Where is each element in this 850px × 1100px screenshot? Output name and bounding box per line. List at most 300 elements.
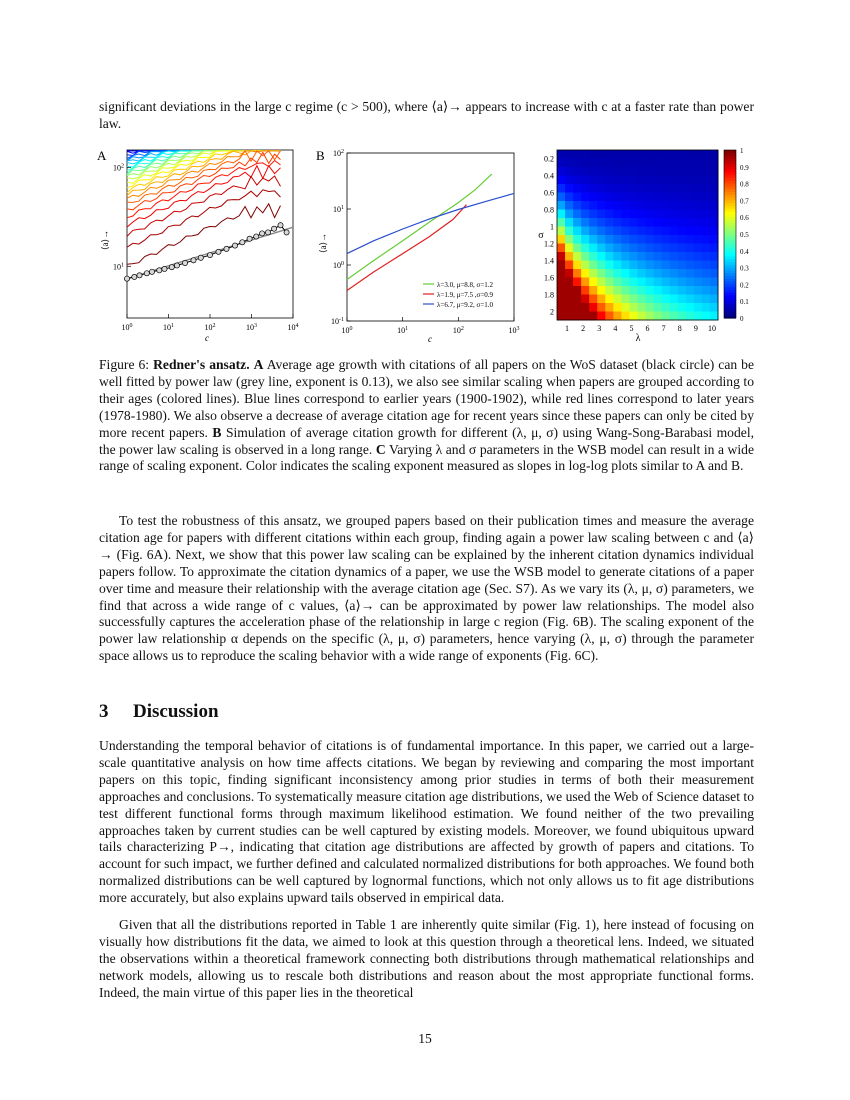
heatmap-cell	[702, 252, 711, 261]
caption-title: Redner's ansatz.	[153, 357, 250, 372]
robustness-paragraph: To test the robustness of this ansatz, we grouped papers based on their publication times and measure the average citation age for papers with different citations within each group, finding again a power law scaling between c and ⟨a⟩→ (Fig. 6A). Next, we show that this power law scaling can be explained by the inherent citation dynamics individual papers follow. To approximate the citation dynamics of a paper, we use the WSB model to generate citations of a paper over time and measure their relationship with the average citation age (Sec. S7). As we vary its (λ, μ, σ) parameters, we find that across a wide range of c values, ⟨a⟩→ can be approximated by power law relationships. The model also successfully captures the acceleration phase of the relationship in large c region (Fig. 6B). The scaling exponent of the power law relationship α depends on the specific (λ, μ, σ) parameters, hence varying (λ, μ, σ) through the parameter space allows us to reproduce the scaling behavior with a wide range of exponents (Fig. 6C).	[99, 513, 754, 664]
heatmap-cell	[605, 193, 614, 202]
heatmap-cell	[565, 235, 574, 244]
heatmap-cell	[646, 235, 655, 244]
heatmap-cell	[678, 261, 687, 270]
heatmap-cell	[581, 193, 590, 202]
panel-a	[100, 150, 299, 343]
caption-b-text: Simulation of average citation growth for different (λ, μ, σ) using Wang-Song-Barabasi model, the power law scaling is observed in a long range.	[99, 424, 754, 457]
heatmap-cell	[710, 167, 719, 176]
heatmap-cell	[605, 252, 614, 261]
heatmap-cell	[702, 159, 711, 168]
heatmap-cell	[605, 184, 614, 193]
heatmap-cell	[597, 218, 606, 227]
heatmap-cell	[589, 159, 598, 168]
heatmap-cell	[589, 278, 598, 287]
heatmap-cell	[605, 159, 614, 168]
heatmap-cell	[710, 193, 719, 202]
heatmap-cell	[646, 201, 655, 210]
heatmap-cell	[662, 184, 671, 193]
heatmap-cell	[662, 244, 671, 253]
heatmap-cell	[678, 184, 687, 193]
heatmap-cell	[662, 159, 671, 168]
heatmap-cell	[654, 235, 663, 244]
heatmap-cell	[597, 193, 606, 202]
heatmap-cell	[638, 252, 647, 261]
heatmap-cell	[702, 261, 711, 270]
heatmap-cell	[662, 201, 671, 210]
heatmap-cell	[613, 218, 622, 227]
heatmap-cell	[573, 193, 582, 202]
heatmap-cell	[638, 312, 647, 321]
heatmap-cell	[597, 312, 606, 321]
heatmap-cell	[662, 167, 671, 176]
heatmap-cell	[678, 176, 687, 185]
heatmap-cell	[670, 184, 679, 193]
heatmap-cell	[670, 252, 679, 261]
heatmap-cell	[710, 176, 719, 185]
heatmap-cell	[589, 167, 598, 176]
heatmap-cell	[573, 184, 582, 193]
panel-c-ytick-label: 0.2	[544, 154, 554, 164]
heatmap-cell	[581, 176, 590, 185]
heatmap-cell	[589, 235, 598, 244]
page-number: 15	[418, 1031, 432, 1046]
heatmap-cell	[670, 193, 679, 202]
heatmap-cell	[654, 201, 663, 210]
heatmap-cell	[605, 176, 614, 185]
heatmap-cell	[646, 150, 655, 159]
heatmap-cell	[573, 269, 582, 278]
heatmap-cell	[678, 159, 687, 168]
heatmap-cell	[694, 193, 703, 202]
heatmap-cell	[694, 312, 703, 321]
heatmap-cell	[694, 218, 703, 227]
heatmap-cell	[662, 235, 671, 244]
heatmap-cell	[573, 176, 582, 185]
panel-c-xtick-label: 7	[661, 324, 666, 333]
heatmap-cell	[605, 261, 614, 270]
panel-a-data-point	[144, 271, 149, 276]
panel-a-xtick-label: $10^4$	[287, 323, 299, 332]
heatmap-cell	[646, 278, 655, 287]
heatmap-cell	[670, 218, 679, 227]
heatmap-cell	[557, 244, 566, 253]
heatmap-cell	[597, 244, 606, 253]
panel-c-xlabel: λ	[635, 333, 641, 344]
heatmap-cell	[605, 286, 614, 295]
caption-c-text: Varying λ and σ parameters in the WSB model can result in a wide range of scaling exponent. Color indicates the scaling exponent measured as slopes in log-log plots similar to A and B.	[99, 441, 754, 474]
panel-b-xtick-label: $10^3$	[508, 326, 520, 335]
heatmap-cell	[646, 261, 655, 270]
heatmap-cell	[581, 150, 590, 159]
heatmap-cell	[605, 244, 614, 253]
heatmap-cell	[646, 176, 655, 185]
heatmap-cell	[589, 150, 598, 159]
heatmap-cell	[629, 150, 638, 159]
heatmap-cell	[629, 261, 638, 270]
heatmap-cell	[557, 150, 566, 159]
panel-a-data-point	[278, 223, 283, 228]
heatmap-cell	[597, 252, 606, 261]
heatmap-cell	[662, 227, 671, 236]
heatmap-cell	[662, 210, 671, 219]
heatmap-cell	[710, 227, 719, 236]
heatmap-cell	[621, 286, 630, 295]
heatmap-cell	[686, 235, 695, 244]
heatmap-cell	[565, 278, 574, 287]
heatmap-cell	[638, 184, 647, 193]
heatmap-cell	[686, 218, 695, 227]
heatmap-cell	[638, 159, 647, 168]
panel-a-data-point	[157, 268, 162, 273]
heatmap-cell	[605, 312, 614, 321]
heatmap-cell	[565, 167, 574, 176]
heatmap-cell	[629, 278, 638, 287]
heatmap-cell	[589, 261, 598, 270]
panel-a-xtick-label: $10^0$	[121, 323, 133, 332]
heatmap-cell	[654, 176, 663, 185]
heatmap-cell	[605, 218, 614, 227]
section-number: 3	[99, 701, 109, 722]
heatmap-cell	[654, 312, 663, 321]
heatmap-cell	[694, 176, 703, 185]
heatmap-cell	[686, 286, 695, 295]
heatmap-cell	[565, 252, 574, 261]
heatmap-cell	[654, 167, 663, 176]
heatmap-cell	[638, 278, 647, 287]
caption-b-label: B	[212, 424, 222, 440]
heatmap-cell	[621, 269, 630, 278]
panel-c-heatmap	[557, 150, 719, 321]
panel-c-xtick-label: 5	[629, 324, 634, 333]
heatmap-cell	[565, 244, 574, 253]
heatmap-cell	[589, 312, 598, 321]
heatmap-cell	[581, 252, 590, 261]
heatmap-cell	[686, 278, 695, 287]
panel-b-xtick-label: $10^1$	[397, 326, 409, 335]
heatmap-cell	[702, 278, 711, 287]
heatmap-cell	[662, 295, 671, 304]
heatmap-cell	[702, 210, 711, 219]
caption-a-label: A	[253, 357, 264, 372]
panel-c-ytick-label: 1.4	[544, 256, 554, 266]
heatmap-cell	[581, 227, 590, 236]
heatmap-cell	[629, 252, 638, 261]
heatmap-cell	[670, 210, 679, 219]
panel-a-xtick-label: $10^3$	[246, 323, 257, 332]
heatmap-cell	[565, 193, 574, 202]
heatmap-cell	[557, 176, 566, 185]
heatmap-cell	[605, 235, 614, 244]
heatmap-cell	[710, 252, 719, 261]
panel-c-ytick-label: 1.8	[544, 290, 554, 300]
heatmap-cell	[654, 244, 663, 253]
heatmap-cell	[597, 184, 606, 193]
heatmap-cell	[597, 227, 606, 236]
heatmap-cell	[629, 269, 638, 278]
heatmap-cell	[662, 193, 671, 202]
heatmap-cell	[605, 303, 614, 312]
panel-c-xtick-label: 3	[597, 324, 602, 333]
heatmap-cell	[557, 286, 566, 295]
heatmap-cell	[565, 210, 574, 219]
colorbar-tick-label: 0.1	[740, 298, 749, 307]
heatmap-cell	[581, 235, 590, 244]
colorbar-tick-label: 0.5	[740, 231, 749, 239]
colorbar	[724, 147, 749, 323]
heatmap-cell	[589, 201, 598, 210]
heatmap-cell	[581, 159, 590, 168]
panel-c-ytick-label: 1.2	[544, 239, 554, 249]
panel-c-xtick-label: 8	[677, 324, 682, 333]
heatmap-cell	[678, 278, 687, 287]
heatmap-cell	[710, 184, 719, 193]
heatmap-cell	[629, 218, 638, 227]
heatmap-cell	[646, 227, 655, 236]
heatmap-cell	[670, 312, 679, 321]
panel-a-xtick-label: $10^2$	[204, 323, 216, 332]
heatmap-cell	[597, 201, 606, 210]
heatmap-cell	[573, 303, 582, 312]
heatmap-cell	[589, 303, 598, 312]
heatmap-cell	[573, 286, 582, 295]
heatmap-cell	[662, 218, 671, 227]
heatmap-cell	[565, 295, 574, 304]
heatmap-cell	[597, 159, 606, 168]
heatmap-cell	[573, 201, 582, 210]
heatmap-cell	[702, 227, 711, 236]
heatmap-cell	[702, 269, 711, 278]
heatmap-cell	[605, 201, 614, 210]
heatmap-cell	[613, 201, 622, 210]
panel-c-ytick-label: 0.6	[544, 188, 554, 198]
heatmap-cell	[613, 227, 622, 236]
heatmap-cell	[686, 159, 695, 168]
panel-b-xtick-label: $10^2$	[452, 326, 464, 335]
heatmap-cell	[686, 210, 695, 219]
heatmap-cell	[702, 167, 711, 176]
heatmap-cell	[694, 227, 703, 236]
heatmap-cell	[638, 244, 647, 253]
heatmap-cell	[557, 184, 566, 193]
heatmap-cell	[621, 227, 630, 236]
heatmap-cell	[638, 201, 647, 210]
heatmap-cell	[654, 295, 663, 304]
caption-a-text: Average age growth with citations of all papers on the WoS dataset (black circle) can be well fitted by power law (grey line, exponent is 0.13), we also see similar scaling when papers are grouped according to their ages (colored lines). Blue lines correspond to earlier years (1900-1902), while red lines correspond to later years (1978-1980). We also observe a decrease of average citation age for recent years since these papers can only be cited by more recent papers.	[99, 357, 754, 440]
heatmap-cell	[597, 269, 606, 278]
heatmap-cell	[678, 167, 687, 176]
heatmap-cell	[702, 184, 711, 193]
heatmap-cell	[646, 312, 655, 321]
heatmap-cell	[613, 193, 622, 202]
heatmap-cell	[710, 269, 719, 278]
heatmap-cell	[702, 218, 711, 227]
panel-c-ytick-label: 2	[550, 307, 554, 317]
heatmap-cell	[710, 278, 719, 287]
panel-a-data-point	[137, 273, 142, 278]
heatmap-cell	[613, 269, 622, 278]
heatmap-cell	[565, 227, 574, 236]
heatmap-cell	[565, 159, 574, 168]
heatmap-cell	[654, 159, 663, 168]
heatmap-cell	[581, 210, 590, 219]
heatmap-cell	[629, 201, 638, 210]
heatmap-cell	[638, 261, 647, 270]
heatmap-cell	[678, 286, 687, 295]
heatmap-cell	[686, 252, 695, 261]
heatmap-cell	[573, 295, 582, 304]
panel-a-data-point	[198, 255, 203, 260]
heatmap-cell	[654, 150, 663, 159]
figure-6	[0, 0, 850, 350]
heatmap-cell	[678, 150, 687, 159]
heatmap-cell	[613, 252, 622, 261]
heatmap-cell	[694, 303, 703, 312]
heatmap-cell	[613, 303, 622, 312]
panel-c-xtick-label: 1	[565, 324, 570, 333]
heatmap-cell	[702, 244, 711, 253]
heatmap-cell	[621, 252, 630, 261]
heatmap-cell	[565, 312, 574, 321]
panel-c-xtick-label: 6	[645, 324, 650, 333]
panel-a-data-point	[149, 269, 154, 274]
panel-b-xlabel: c	[428, 334, 432, 344]
heatmap-cell	[686, 150, 695, 159]
section-heading	[99, 701, 219, 723]
heatmap-cell	[686, 201, 695, 210]
heatmap-cell	[694, 278, 703, 287]
heatmap-cell	[621, 261, 630, 270]
heatmap-cell	[694, 235, 703, 244]
heatmap-cell	[597, 150, 606, 159]
colorbar-tick-label: 0.4	[740, 247, 749, 256]
heatmap-cell	[670, 150, 679, 159]
heatmap-cell	[710, 261, 719, 270]
heatmap-cell	[710, 244, 719, 253]
heatmap-cell	[654, 269, 663, 278]
heatmap-cell	[638, 235, 647, 244]
heatmap-cell	[581, 278, 590, 287]
heatmap-cell	[670, 269, 679, 278]
heatmap-cell	[605, 167, 614, 176]
heatmap-cell	[702, 295, 711, 304]
heatmap-cell	[638, 286, 647, 295]
heatmap-cell	[686, 167, 695, 176]
heatmap-cell	[638, 269, 647, 278]
heatmap-cell	[678, 235, 687, 244]
heatmap-cell	[565, 184, 574, 193]
heatmap-cell	[589, 227, 598, 236]
panel-a-data-point	[207, 252, 212, 257]
colorbar-tick-label: 0.8	[740, 180, 749, 189]
heatmap-cell	[670, 201, 679, 210]
heatmap-cell	[638, 227, 647, 236]
heatmap-cell	[557, 235, 566, 244]
heatmap-cell	[654, 261, 663, 270]
heatmap-cell	[646, 269, 655, 278]
panel-c-ytick-label: 1	[550, 222, 554, 232]
heatmap-cell	[694, 184, 703, 193]
caption-label: Figure 6:	[99, 357, 150, 372]
colorbar-tick-label: 0	[740, 315, 744, 323]
heatmap-cell	[581, 201, 590, 210]
heatmap-cell	[597, 176, 606, 185]
heatmap-cell	[565, 303, 574, 312]
heatmap-cell	[638, 218, 647, 227]
heatmap-cell	[638, 303, 647, 312]
heatmap-cell	[589, 193, 598, 202]
heatmap-cell	[694, 201, 703, 210]
heatmap-cell	[573, 312, 582, 321]
heatmap-cell	[646, 295, 655, 304]
panel-a-data-point	[232, 243, 237, 248]
heatmap-cell	[694, 244, 703, 253]
heatmap-cell	[589, 176, 598, 185]
heatmap-cell	[694, 286, 703, 295]
heatmap-cell	[670, 261, 679, 270]
heatmap-cell	[573, 235, 582, 244]
section-title: Discussion	[133, 701, 219, 722]
heatmap-cell	[710, 295, 719, 304]
figure-caption	[99, 357, 754, 475]
heatmap-cell	[702, 312, 711, 321]
heatmap-cell	[678, 252, 687, 261]
heatmap-cell	[621, 210, 630, 219]
heatmap-cell	[557, 218, 566, 227]
heatmap-cell	[629, 312, 638, 321]
heatmap-cell	[670, 235, 679, 244]
heatmap-cell	[710, 150, 719, 159]
heatmap-cell	[654, 218, 663, 227]
heatmap-cell	[589, 218, 598, 227]
heatmap-cell	[557, 227, 566, 236]
heatmap-cell	[670, 286, 679, 295]
heatmap-cell	[678, 269, 687, 278]
heatmap-cell	[573, 167, 582, 176]
heatmap-cell	[605, 295, 614, 304]
heatmap-cell	[694, 261, 703, 270]
heatmap-cell	[646, 193, 655, 202]
heatmap-cell	[557, 167, 566, 176]
heatmap-cell	[589, 184, 598, 193]
panel-a-data-point	[124, 276, 129, 281]
panel-a-ytick-label: $10^1$	[113, 262, 124, 272]
panel-c-xtick-label: 2	[581, 324, 586, 333]
heatmap-cell	[678, 227, 687, 236]
panel-b-ytick-label: $10^0$	[333, 261, 344, 270]
panel-a-ytick-label: $10^2$	[113, 163, 124, 173]
heatmap-cell	[621, 201, 630, 210]
heatmap-cell	[638, 295, 647, 304]
heatmap-cell	[589, 286, 598, 295]
heatmap-cell	[557, 278, 566, 287]
heatmap-cell	[702, 176, 711, 185]
heatmap-cell	[565, 286, 574, 295]
heatmap-cell	[573, 150, 582, 159]
heatmap-cell	[589, 295, 598, 304]
heatmap-cell	[605, 278, 614, 287]
colorbar-tick-label: 0.6	[740, 214, 749, 223]
panel-a-data-point	[162, 266, 167, 271]
heatmap-cell	[686, 261, 695, 270]
heatmap-cell	[597, 210, 606, 219]
colorbar-tick-label: 0.2	[740, 281, 749, 290]
panel-c-ylabel: σ	[538, 230, 544, 241]
heatmap-cell	[621, 235, 630, 244]
legend-label: λ=3.0, μ=8.8, σ=1.2	[437, 281, 494, 289]
heatmap-cell	[573, 159, 582, 168]
